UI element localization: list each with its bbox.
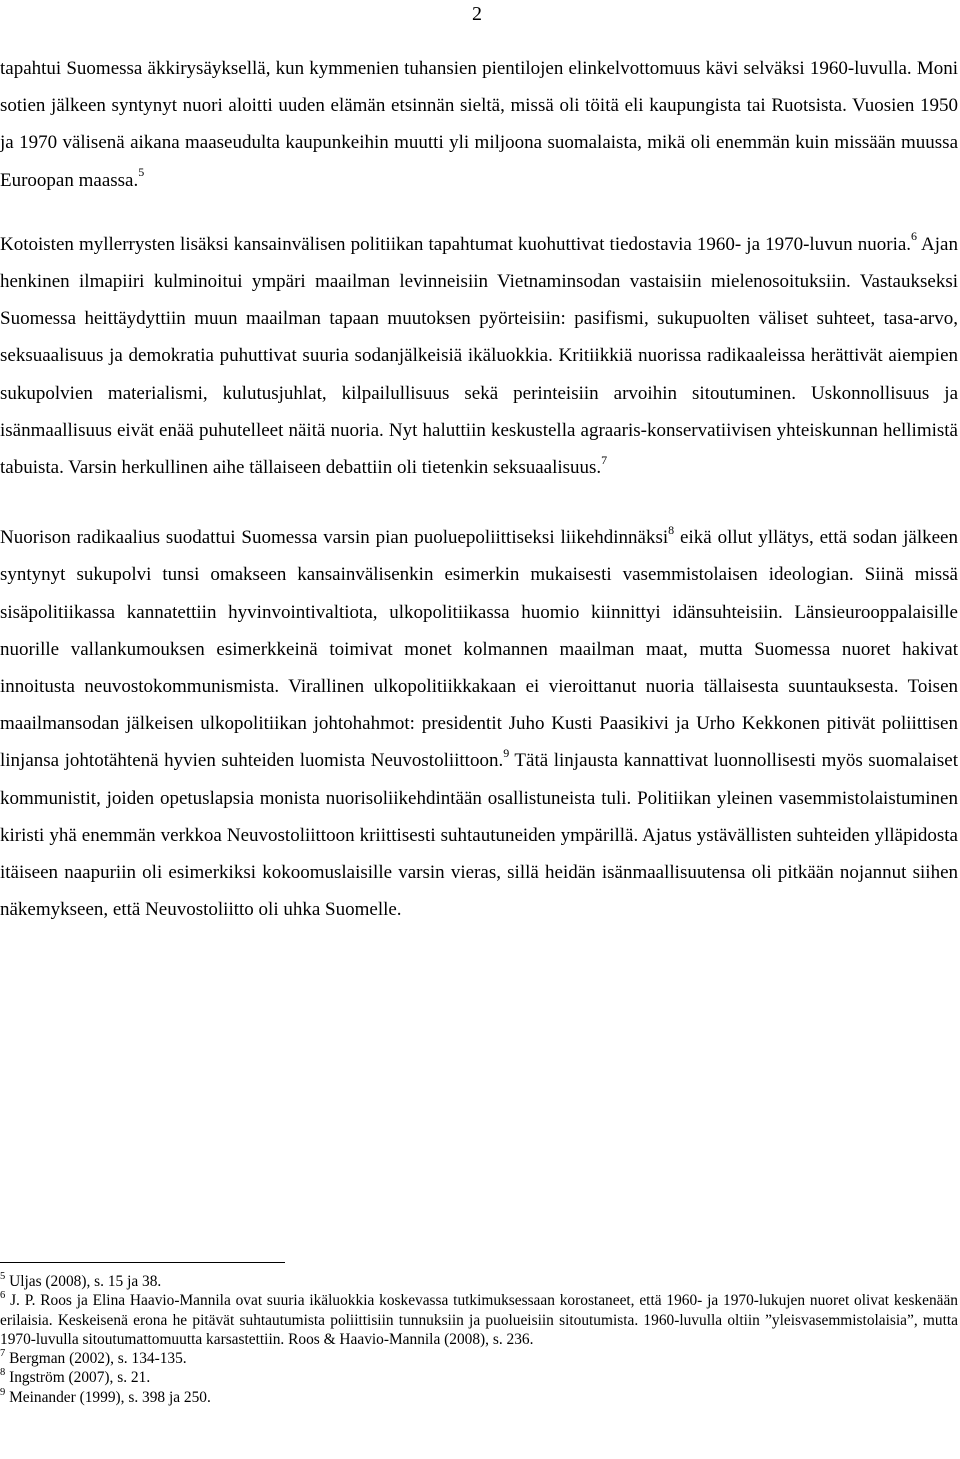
- footnote-number: 5: [0, 1270, 6, 1282]
- footnote-number: 6: [0, 1290, 6, 1302]
- footnote-ref-6[interactable]: 6: [911, 229, 918, 244]
- footnote-text: J. P. Roos ja Elina Haavio-Mannila ovat suuria ikäluokkia koskevassa tutkimuksessaan korostaneet, että 1960- ja 1970-lukujen nuoret olivat keskenään erilaisia. Keskeisenä erona he pitävät suhtautumista poliittisiin tunnuksiin ja puolueisiin sitoutumista. 1960-luvulla oltiin ”yleisvasemmistolaisia”, mutta 1970-luvulla sitoutumattomuutta karsastettiin. Roos & Haavio-Mannila (2008), s. 236.: [0, 1292, 958, 1348]
- footnote-number: 7: [0, 1348, 6, 1360]
- page-number: 2: [472, 3, 482, 25]
- footnote-number: 9: [0, 1386, 6, 1398]
- footnote-text: Bergman (2002), s. 134-135.: [5, 1350, 187, 1368]
- paragraph-1-text: tapahtui Suomessa äkkirysäyksellä, kun kymmenien tuhansien pientilojen elinkelvottomuus kävi selväksi 1960-luvulla. Moni sotien jälkeen syntynyt nuori aloitti uuden elämän etsinnän sieltä, missä oli töitä eli kaupungista tai Ruotsista. Vuosien 1950 ja 1970 välisenä aikana maaseudulta kaupunkeihin muutti yli miljoona suomalaista, mikä oli enemmän kuin missään muussa Euroopan maassa.: [0, 58, 958, 191]
- paragraph-2-text-a: Kotoisten myllerrysten lisäksi kansainvälisen politiikan tapahtumat kuohuttivat tiedostavia 1960- ja 1970-luvun nuoria.: [0, 233, 912, 255]
- paragraph-1: [0, 50, 958, 199]
- footnote-ref-5[interactable]: 5: [138, 165, 145, 180]
- footnote-text: Meinander (1999), s. 398 ja 250.: [5, 1388, 211, 1406]
- footnote-ref-8[interactable]: 8: [668, 522, 675, 537]
- footnote-6: [0, 1291, 958, 1349]
- footnote-text: Uljas (2008), s. 15 ja 38.: [5, 1273, 162, 1290]
- paragraph-3-text-c: Tätä linjausta kannattivat luonnollisesti myös suomalaiset kommunistit, joiden opetuslapsia monista nuorisoliikehdintään osallistuneista tuli. Politiikan yleinen vasemmistolaistuminen kiristi yhä enemmän verkkoa Neuvostoliittoon kriittisesti suhtautuneiden ympärillä. Ajatus ystävällisten suhteiden ylläpidosta itäiseen naapuriin oli esimerkiksi kokoomuslaisille varsin vieras, sillä heidän isänmaallisuutensa oli pitkään nojannut siihen näkemykseen, että Neuvostoliitto oli uhka Suomelle.: [0, 750, 958, 921]
- footnote-ref-7[interactable]: 7: [601, 452, 608, 467]
- paragraph-3-text-a: Nuorison radikaalius suodattui Suomessa varsin pian puoluepoliittiseksi liikehdinnäksi: [0, 527, 669, 549]
- footnote-number: 8: [0, 1367, 6, 1379]
- footnote-text: Ingström (2007), s. 21.: [5, 1369, 151, 1387]
- footnote-8: [0, 1368, 958, 1387]
- paragraph-2-text-b: Ajan henkinen ilmapiiri kulminoitui ympäri maailman levinneisiin Vietnaminsodan vastaisiin mielenosoituksiin. Vastaukseksi Suomessa heittäydyttiin muun maailman tapaan muutoksen pyörteisiin: pasifismi, sukupuolten väliset suhteet, tasa-arvo, seksuaalisuus ja demokratia puhuttivat suuria sodanjälkeisiä ikäluokkia. Kritiikkiä nuorissa radikaaleissa herättivät aiempien sukupolvien materialismi, kulutusjuhlat, kilpailullisuus sekä perinteisiin arvoihin sitoutuminen. Uskonnollisuus ja isänmaallisuus eivät enää puhutelleet näitä nuoria. Nyt haluttiin keskustella agraaris-konservatiivisen yhteiskunnan hellimistä tabuista. Varsin herkullinen aihe tällaiseen debattiin oli tietenkin seksuaalisuus.: [0, 233, 958, 479]
- footnote-5: [0, 1272, 958, 1291]
- footnote-9: [0, 1388, 958, 1407]
- footnote-separator: [0, 1262, 285, 1263]
- footnotes: [0, 1272, 958, 1407]
- paragraph-3-text-b: eikä ollut yllätys, että sodan jälkeen syntynyt sukupolvi tunsi omakseen kansainvälisenkin esimerkin mukaisesti vasemmistolaisen ideologian. Siinä missä sisäpolitiikassa kannatettiin hyvinvointivaltiota, ulkopolitiikassa huomio kiinnittyi idänsuhteisiin. Länsieurooppalaisille nuorille vallankumouksen esimerkkeinä toimivat monet kolmannen maailman maat, mutta Suomessa nuoret hakivat innoitusta neuvostokommunismista. Virallinen ulkopolitiikkakaan ei vieroittanut nuoria tällaisesta suuntauksesta. Toisen maailmansodan jälkeisen ulkopolitiikan johtohahmot: presidentit Juho Kusti Paasikivi ja Urho Kekkonen pitivät poliittisen linjansa johtotähtenä hyvien suhteiden luomista Neuvostoliittoon.: [0, 527, 958, 772]
- footnote-ref-9[interactable]: 9: [503, 746, 510, 761]
- footnote-7: [0, 1349, 958, 1368]
- paragraph-3: [0, 519, 958, 928]
- paragraph-2: [0, 226, 958, 486]
- body-text: [0, 50, 958, 928]
